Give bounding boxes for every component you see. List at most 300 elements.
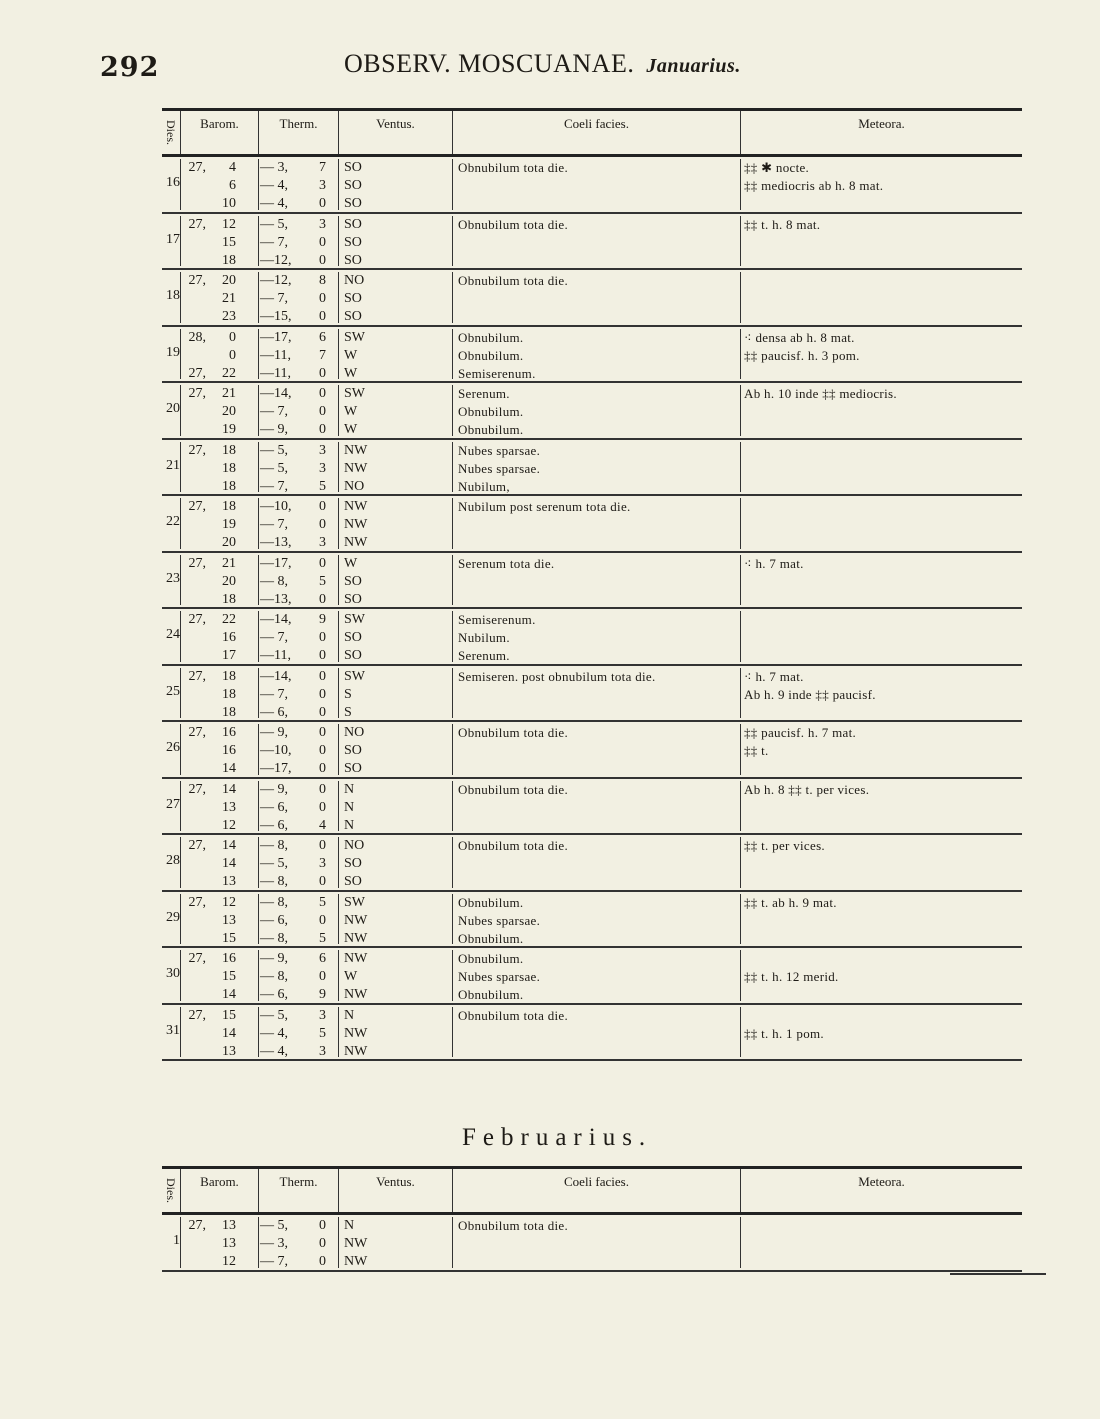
- sky-condition: Obnubilum.: [458, 329, 524, 345]
- barometer-inches: [182, 290, 206, 308]
- wind-direction: NW: [344, 930, 368, 946]
- barometer-inches: [182, 234, 206, 252]
- meteora-note: [744, 799, 1014, 817]
- thermometer-fraction: 0: [319, 725, 326, 740]
- thermometer-fraction: 0: [319, 517, 326, 532]
- column-divider: [452, 159, 453, 210]
- barometer-inches: [182, 1025, 206, 1043]
- wind-direction: W: [344, 422, 358, 437]
- column-divider: [180, 555, 181, 606]
- wind-direction: W: [344, 969, 358, 984]
- page-title: OBSERV. MOSCUANAE.: [344, 49, 635, 78]
- thermometer-degrees: —14,: [260, 386, 292, 401]
- february-title: Februarius.: [462, 1124, 653, 1151]
- thermometer-degrees: — 9,: [260, 422, 288, 437]
- barometer-lines: 14: [222, 761, 236, 776]
- barometer-inches: 27,: [188, 668, 206, 684]
- wind-direction: W: [344, 404, 358, 419]
- barometer-lines: 18: [222, 668, 236, 684]
- thermometer-fraction: 0: [319, 252, 326, 268]
- barometer-inches: [182, 742, 206, 760]
- day-number: 17: [166, 231, 180, 247]
- thermometer-degrees: — 5,: [260, 460, 288, 476]
- column-divider: [180, 272, 181, 323]
- thermometer-degrees: — 6,: [260, 912, 288, 928]
- day-number: 23: [166, 570, 180, 586]
- barometer-inches: [182, 591, 206, 609]
- barometer-lines: 21: [222, 291, 236, 306]
- thermometer-fraction: 0: [319, 365, 326, 381]
- thermometer-degrees: — 6,: [260, 704, 288, 720]
- month-title: Januarius.: [646, 55, 741, 77]
- barometer-lines: 0: [229, 347, 236, 363]
- column-divider: [338, 555, 339, 606]
- barometer-lines: 14: [222, 856, 236, 871]
- thermometer-degrees: —15,: [260, 309, 292, 324]
- closing-rule: [950, 1273, 1046, 1275]
- january-table: [162, 108, 1022, 1061]
- wind-direction: NW: [344, 1236, 368, 1251]
- thermometer-fraction: 3: [319, 535, 326, 550]
- meteora-note: [744, 290, 1014, 308]
- thermometer-degrees: — 5,: [260, 442, 288, 458]
- thermometer-fraction: 9: [319, 612, 326, 627]
- thermometer-degrees: — 7,: [260, 291, 288, 306]
- barometer-inches: [182, 686, 206, 704]
- sky-condition: Semiseren. post obnubilum tota die.: [458, 668, 656, 684]
- sky-condition: Obnubilum.: [458, 951, 524, 966]
- column-divider: [452, 385, 453, 436]
- thermometer-fraction: 0: [319, 781, 326, 797]
- meteora-note: [744, 647, 1014, 665]
- meteora-note: [744, 986, 1014, 1004]
- sky-condition: Semiserenum.: [458, 612, 536, 627]
- column-divider: [740, 950, 741, 1001]
- wind-direction: SO: [344, 761, 362, 776]
- barometer-lines: 13: [222, 1218, 236, 1233]
- barometer-inches: [182, 1235, 206, 1253]
- meteora-note: [744, 611, 1014, 629]
- thermometer-degrees: — 8,: [260, 874, 288, 889]
- column-divider: [338, 159, 339, 210]
- thermometer-fraction: 0: [319, 1236, 326, 1251]
- column-divider: [258, 950, 259, 1001]
- column-divider: [740, 724, 741, 775]
- wind-direction: NO: [344, 478, 365, 494]
- sky-condition: Obnubilum tota die.: [458, 1218, 569, 1233]
- day-number: 16: [166, 175, 180, 190]
- sky-condition: [458, 177, 738, 195]
- wind-direction: NW: [344, 912, 368, 928]
- thermometer-fraction: 0: [319, 648, 326, 663]
- column-divider: [452, 442, 453, 493]
- column-divider: [258, 781, 259, 832]
- column-divider: [740, 837, 741, 888]
- wind-direction: SO: [344, 743, 362, 758]
- column-divider: [452, 837, 453, 888]
- meteora-note: [744, 930, 1014, 948]
- wind-direction: SO: [344, 591, 362, 607]
- column-divider: [740, 442, 741, 493]
- column-divider: [338, 272, 339, 323]
- thermometer-degrees: — 7,: [260, 234, 288, 250]
- wind-direction: NW: [344, 951, 368, 966]
- meteora-note: [744, 460, 1014, 478]
- day-number: 20: [166, 401, 180, 416]
- thermometer-fraction: 0: [319, 422, 326, 437]
- thermometer-fraction: 5: [319, 1025, 326, 1041]
- wind-direction: NO: [344, 838, 365, 853]
- sky-condition: Obnubilum.: [458, 987, 524, 1002]
- day-number: 30: [166, 966, 180, 981]
- wind-direction: SO: [344, 630, 362, 645]
- meteora-note: [744, 252, 1014, 270]
- column-divider: [180, 668, 181, 719]
- sky-condition: Obnubilum tota die.: [458, 781, 569, 797]
- column-divider: [740, 216, 741, 267]
- thermometer-degrees: — 7,: [260, 1254, 288, 1269]
- barometer-inches: [182, 347, 206, 365]
- column-divider: [180, 159, 181, 210]
- barometer-inches: 27,: [188, 1007, 206, 1023]
- sky-condition: Obnubilum tota die.: [458, 838, 569, 853]
- thermometer-fraction: 0: [319, 291, 326, 306]
- meteora-note: ‡‡ t. per vices.: [744, 838, 825, 853]
- barometer-lines: 15: [222, 969, 236, 984]
- sky-condition: [458, 290, 738, 308]
- column-header-coeli: Coeli facies.: [452, 111, 740, 154]
- barometer-lines: 18: [222, 704, 236, 720]
- barometer-inches: 27,: [188, 273, 206, 288]
- column-divider: [180, 781, 181, 832]
- meteora-note: [744, 1217, 1014, 1235]
- thermometer-degrees: — 4,: [260, 196, 288, 211]
- column-divider: [740, 611, 741, 662]
- barometer-lines: 20: [222, 573, 236, 589]
- thermometer-fraction: 0: [319, 630, 326, 645]
- sky-condition: [458, 1025, 738, 1043]
- column-divider: [740, 159, 741, 210]
- wind-direction: NW: [344, 1025, 368, 1041]
- thermometer-degrees: — 9,: [260, 725, 288, 740]
- thermometer-fraction: 3: [319, 1043, 326, 1059]
- column-divider: [338, 1217, 339, 1268]
- wind-direction: N: [344, 817, 355, 833]
- column-divider: [452, 216, 453, 267]
- wind-direction: SO: [344, 216, 362, 232]
- day-row: [162, 157, 1022, 214]
- wind-direction: N: [344, 781, 355, 797]
- barometer-inches: [182, 195, 206, 213]
- day-row: [162, 948, 1022, 1005]
- wind-direction: SO: [344, 856, 362, 871]
- barometer-inches: [182, 177, 206, 195]
- thermometer-fraction: 3: [319, 442, 326, 458]
- column-divider: [258, 385, 259, 436]
- thermometer-fraction: 0: [319, 704, 326, 720]
- barometer-lines: 15: [222, 930, 236, 946]
- column-divider: [452, 611, 453, 662]
- column-divider: [258, 159, 259, 210]
- column-divider: [740, 498, 741, 549]
- column-divider: [452, 668, 453, 719]
- thermometer-degrees: — 3,: [260, 160, 288, 175]
- day-row: [162, 327, 1022, 384]
- barometer-inches: 27,: [188, 216, 206, 232]
- barometer-inches: [182, 760, 206, 778]
- thermometer-degrees: — 3,: [260, 1236, 288, 1251]
- wind-direction: SW: [344, 386, 365, 401]
- thermometer-degrees: —12,: [260, 252, 292, 268]
- wind-direction: W: [344, 347, 358, 363]
- meteora-note: ⁖ densa ab h. 8 mat.: [744, 329, 855, 345]
- wind-direction: NW: [344, 442, 368, 458]
- barometer-lines: 21: [222, 386, 236, 401]
- sky-condition: Serenum.: [458, 648, 510, 663]
- thermometer-degrees: —12,: [260, 273, 292, 288]
- barometer-inches: [182, 1253, 206, 1271]
- wind-direction: NW: [344, 460, 368, 476]
- wind-direction: W: [344, 555, 358, 571]
- barometer-lines: 13: [222, 912, 236, 928]
- meteora-note: [744, 421, 1014, 439]
- meteora-note: ‡‡ t.: [744, 743, 769, 758]
- sky-condition: [458, 195, 738, 213]
- barometer-inches: [182, 647, 206, 665]
- wind-direction: SO: [344, 178, 362, 193]
- sky-condition: [458, 534, 738, 552]
- meteora-note: [744, 516, 1014, 534]
- column-divider: [338, 837, 339, 888]
- meteora-note: [744, 498, 1014, 516]
- day-row: [162, 496, 1022, 553]
- day-number: 1: [173, 1233, 180, 1248]
- barometer-lines: 19: [222, 422, 236, 437]
- barometer-inches: 27,: [188, 555, 206, 571]
- wind-direction: SW: [344, 668, 365, 684]
- column-header-barom: Barom.: [180, 1169, 258, 1212]
- meteora-note: [744, 478, 1014, 496]
- column-divider: [180, 611, 181, 662]
- wind-direction: NW: [344, 535, 368, 550]
- column-divider: [452, 498, 453, 549]
- day-row: [162, 892, 1022, 949]
- day-number: 29: [166, 909, 180, 925]
- thermometer-fraction: 5: [319, 478, 326, 494]
- meteora-note: [744, 760, 1014, 778]
- barometer-inches: [182, 421, 206, 439]
- meteora-note: [744, 195, 1014, 213]
- thermometer-degrees: — 5,: [260, 1218, 288, 1233]
- wind-direction: SO: [344, 648, 362, 663]
- thermometer-fraction: 6: [319, 329, 326, 345]
- column-divider: [258, 555, 259, 606]
- sky-condition: Obnubilum.: [458, 894, 524, 910]
- barometer-inches: [182, 1043, 206, 1061]
- column-divider: [740, 894, 741, 945]
- meteora-note: [744, 591, 1014, 609]
- barometer-inches: 27,: [188, 160, 206, 175]
- sky-condition: [458, 855, 738, 873]
- thermometer-degrees: — 8,: [260, 894, 288, 910]
- sky-condition: [458, 516, 738, 534]
- thermometer-degrees: — 7,: [260, 404, 288, 419]
- barometer-lines: 20: [222, 273, 236, 288]
- day-row: [162, 270, 1022, 327]
- column-divider: [338, 611, 339, 662]
- thermometer-fraction: 7: [319, 160, 326, 175]
- barometer-lines: 10: [222, 196, 236, 211]
- thermometer-fraction: 6: [319, 951, 326, 966]
- column-divider: [338, 498, 339, 549]
- barometer-inches: [182, 873, 206, 891]
- barometer-inches: [182, 308, 206, 326]
- meteora-note: [744, 534, 1014, 552]
- thermometer-fraction: 7: [319, 347, 326, 363]
- barometer-lines: 13: [222, 1236, 236, 1251]
- sky-condition: [458, 799, 738, 817]
- sky-condition: [458, 686, 738, 704]
- barometer-inches: [182, 968, 206, 986]
- thermometer-degrees: — 5,: [260, 216, 288, 232]
- thermometer-degrees: — 8,: [260, 969, 288, 984]
- thermometer-fraction: 9: [319, 987, 326, 1002]
- barometer-lines: 20: [222, 535, 236, 550]
- sky-condition: Obnubilum tota die.: [458, 273, 569, 288]
- barometer-lines: 12: [222, 894, 236, 910]
- thermometer-fraction: 5: [319, 894, 326, 910]
- thermometer-fraction: 0: [319, 969, 326, 984]
- meteora-note: Ab h. 8 ‡‡ t. per vices.: [744, 781, 870, 797]
- meteora-note: [744, 573, 1014, 591]
- thermometer-degrees: — 9,: [260, 951, 288, 966]
- sky-condition: Serenum tota die.: [458, 555, 555, 571]
- column-divider: [258, 442, 259, 493]
- day-number: 28: [166, 853, 180, 868]
- thermometer-degrees: —13,: [260, 591, 292, 607]
- day-number: 27: [166, 796, 180, 812]
- barometer-inches: [182, 516, 206, 534]
- meteora-note: [744, 873, 1014, 891]
- thermometer-fraction: 0: [319, 196, 326, 211]
- sky-condition: [458, 573, 738, 591]
- barometer-inches: 27,: [188, 612, 206, 627]
- wind-direction: NW: [344, 517, 368, 532]
- column-divider: [258, 894, 259, 945]
- thermometer-fraction: 0: [319, 234, 326, 250]
- column-divider: [338, 781, 339, 832]
- wind-direction: NW: [344, 1254, 368, 1269]
- thermometer-degrees: —10,: [260, 499, 292, 514]
- page-number: 292: [100, 52, 160, 83]
- thermometer-degrees: —11,: [260, 648, 291, 663]
- sky-condition: [458, 1253, 738, 1271]
- meteora-note: [744, 1235, 1014, 1253]
- sky-condition: Nubilum post serenum tota die.: [458, 499, 631, 514]
- sky-condition: Nubilum,: [458, 478, 510, 494]
- column-divider: [452, 272, 453, 323]
- meteora-note: [744, 817, 1014, 835]
- wind-direction: SW: [344, 612, 365, 627]
- meteora-note: ‡‡ t. ab h. 9 mat.: [744, 894, 837, 910]
- meteora-note: ‡‡ paucisf. h. 3 pom.: [744, 347, 860, 363]
- sky-condition: Semiserenum.: [458, 365, 536, 381]
- column-divider: [180, 1217, 181, 1268]
- thermometer-degrees: — 6,: [260, 817, 288, 833]
- thermometer-fraction: 8: [319, 273, 326, 288]
- barometer-inches: [182, 629, 206, 647]
- column-divider: [180, 950, 181, 1001]
- wind-direction: SW: [344, 329, 365, 345]
- barometer-lines: 18: [222, 591, 236, 607]
- thermometer-degrees: — 7,: [260, 686, 288, 702]
- column-divider: [180, 216, 181, 267]
- column-divider: [452, 781, 453, 832]
- barometer-inches: [182, 534, 206, 552]
- column-header-dies: Dies.: [164, 119, 178, 145]
- sky-condition: [458, 817, 738, 835]
- column-divider: [180, 894, 181, 945]
- meteora-note: [744, 403, 1014, 421]
- barometer-inches: [182, 986, 206, 1004]
- barometer-lines: 0: [229, 329, 236, 345]
- barometer-inches: [182, 573, 206, 591]
- barometer-lines: 16: [222, 630, 236, 645]
- meteora-note: ‡‡ t. h. 12 merid.: [744, 969, 839, 984]
- sky-condition: Nubes sparsae.: [458, 442, 541, 458]
- column-divider: [180, 385, 181, 436]
- wind-direction: SO: [344, 252, 362, 268]
- thermometer-degrees: — 7,: [260, 478, 288, 494]
- barometer-lines: 12: [222, 817, 236, 833]
- wind-direction: NW: [344, 499, 368, 514]
- thermometer-degrees: —17,: [260, 329, 292, 345]
- thermometer-fraction: 3: [319, 856, 326, 871]
- meteora-note: ‡‡ paucisf. h. 7 mat.: [744, 725, 857, 740]
- meteora-note: [744, 950, 1014, 968]
- barometer-lines: 18: [222, 499, 236, 514]
- wind-direction: W: [344, 365, 358, 381]
- barometer-inches: [182, 478, 206, 496]
- day-row: [162, 835, 1022, 892]
- thermometer-degrees: — 9,: [260, 781, 288, 797]
- column-divider: [180, 329, 181, 380]
- barometer-lines: 16: [222, 743, 236, 758]
- sky-condition: Obnubilum tota die.: [458, 1007, 569, 1023]
- thermometer-degrees: — 6,: [260, 799, 288, 815]
- barometer-lines: 20: [222, 404, 236, 419]
- wind-direction: SO: [344, 234, 362, 250]
- column-divider: [452, 555, 453, 606]
- day-row: [162, 1005, 1022, 1062]
- thermometer-degrees: —13,: [260, 535, 292, 550]
- thermometer-degrees: — 8,: [260, 930, 288, 946]
- wind-direction: NO: [344, 273, 365, 288]
- wind-direction: N: [344, 1007, 355, 1023]
- column-divider: [452, 894, 453, 945]
- sky-condition: [458, 234, 738, 252]
- barometer-inches: 27,: [188, 725, 206, 740]
- column-divider: [740, 668, 741, 719]
- barometer-lines: 17: [222, 648, 236, 663]
- sky-condition: Obnubilum tota die.: [458, 160, 569, 175]
- thermometer-degrees: —11,: [260, 365, 291, 381]
- barometer-lines: 14: [222, 781, 236, 797]
- meteora-note: Ab h. 9 inde ‡‡ paucisf.: [744, 686, 876, 702]
- barometer-lines: 13: [222, 799, 236, 815]
- wind-direction: N: [344, 1218, 355, 1233]
- barometer-lines: 21: [222, 555, 236, 571]
